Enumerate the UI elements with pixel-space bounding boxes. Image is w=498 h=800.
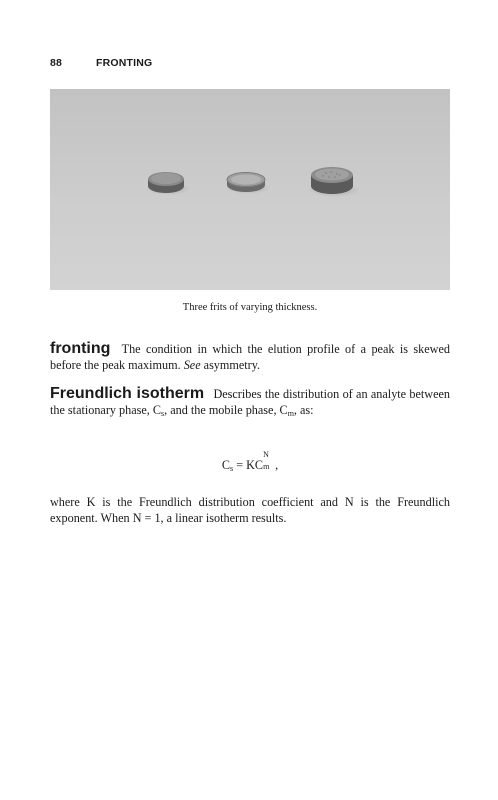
subscript-m: m — [287, 409, 294, 418]
entry-definition-end: , as: — [293, 403, 314, 417]
equation-superscript: N — [263, 450, 269, 459]
equation-lhs-sub: s — [230, 464, 234, 473]
page-number: 88 — [50, 57, 63, 69]
equation-lhs: C — [221, 458, 231, 472]
frits-photo — [50, 89, 450, 290]
entry-headword: fronting — [50, 340, 111, 357]
figure-caption: Three frits of varying thickness. — [182, 302, 318, 313]
section-title: FRONTING — [96, 57, 153, 69]
entry-definition: Describes the distribution of an analyte between the stationary phase, C — [50, 387, 451, 417]
glossary-entry-freundlich-isotherm — [50, 386, 450, 422]
explanation-paragraph: where K is the Freundlich distribution coefficient and N is the Freundlich exponent. When N = 1, a linear isotherm results. — [50, 495, 450, 525]
entry-definition-mid: , and the mobile phase, C — [164, 403, 288, 417]
equation-sup-sub — [263, 450, 275, 471]
equation-rhs: = KC — [233, 458, 264, 472]
equation-subscript: m — [263, 462, 270, 471]
running-head — [50, 57, 152, 69]
freundlich-equation — [50, 450, 450, 473]
glossary-entry-fronting — [50, 341, 450, 373]
see-label: See — [183, 358, 201, 372]
entry-definition: The condition in which the elution profile of a peak is skewed before the peak maximum. — [50, 342, 450, 372]
subscript-s: s — [161, 409, 165, 418]
entry-headword: Freundlich isotherm — [50, 385, 205, 402]
see-target: asymmetry. — [203, 358, 261, 372]
frits-photo-image — [50, 89, 450, 290]
equation-tail: , — [275, 458, 279, 472]
